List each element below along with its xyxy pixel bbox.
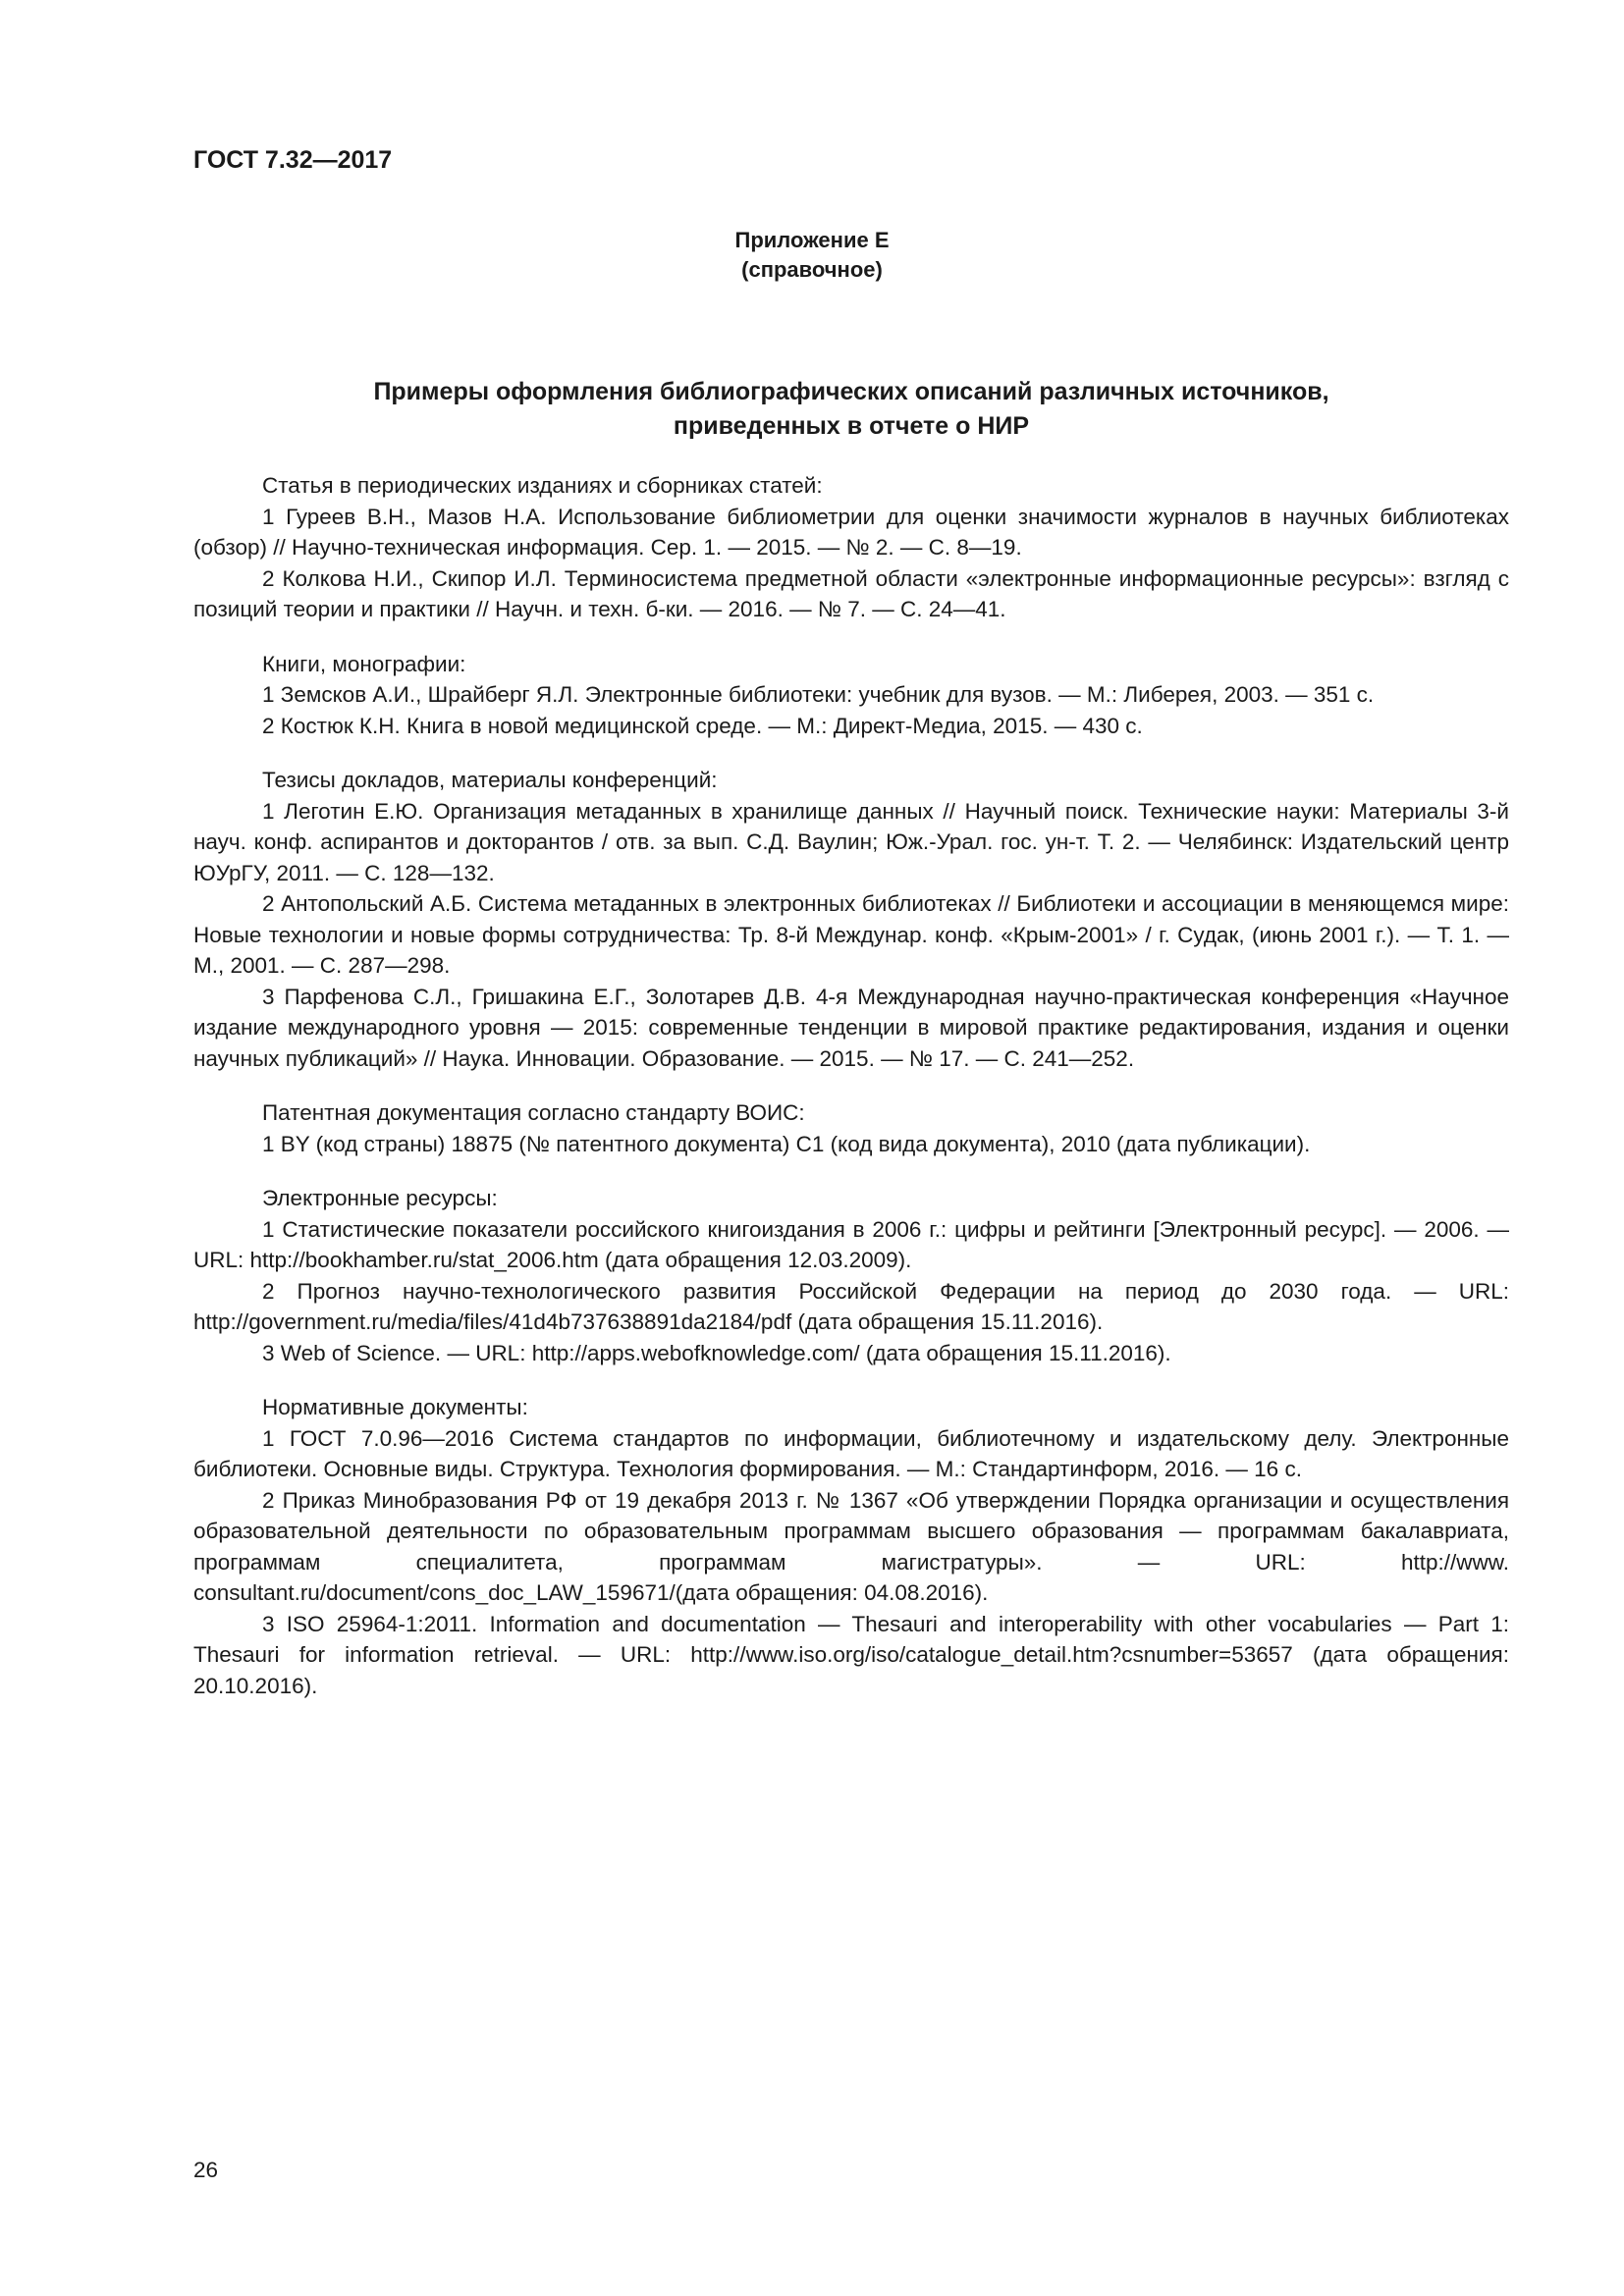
bibliography-entry: 2 Антопольский А.Б. Система метаданных в электронных библиотеках // Библиотеки и ассоциации в меняющемся мире: Новые технологии и новые формы сотрудничества: Тр. 8-й Междунар. конф. «Крым-2001» / г. Судак, (июнь 2001 г.). — Т. 1. — М., 2001. — С. 287—298. <box>193 891 1509 978</box>
section-heading: Нормативные документы: <box>262 1395 528 1419</box>
title-line-2: приведенных в отчете о НИР <box>673 412 1030 440</box>
section-books <box>193 649 1509 742</box>
section-periodicals <box>193 470 1509 625</box>
page-title <box>193 375 1509 444</box>
bibliography-entry: 2 Костюк К.Н. Книга в новой медицинской среде. — М.: Директ-Медиа, 2015. — 430 с. <box>262 713 1143 738</box>
bibliography-entry: 1 Статистические показатели российского книгоиздания в 2006 г.: цифры и рейтинги [Электронный ресурс]. — 2006. — URL: http://bookhamber.ru/stat_2006.htm (дата обращения 12.03.2009). <box>193 1216 1509 1272</box>
section-heading: Электронные ресурсы: <box>262 1186 498 1210</box>
document-code: ГОСТ 7.32—2017 <box>193 146 393 174</box>
appendix-type: (справочное) <box>741 257 883 282</box>
section-conferences <box>193 765 1509 1074</box>
appendix-heading <box>0 226 1624 285</box>
bibliography-entry: 2 Приказ Минобразования РФ от 19 декабря 2013 г. № 1367 «Об утверждении Порядка организации и осуществления образовательной деятельности по образовательным программам высшего образования — программам бакалавриата, программам специалитета, программам магистратуры». — URL: http://www. consultant.ru/document/cons_doc_LAW_159671/(дата обращения: 04.08.2016). <box>193 1487 1509 1605</box>
bibliography-entry: 1 Гуреев В.Н., Мазов Н.А. Использование библиометрии для оценки значимости журналов в научных библиотеках (обзор) // Научно-техническая информация. Сер. 1. — 2015. — № 2. — С. 8—19. <box>193 504 1509 560</box>
document-body <box>193 470 1509 1725</box>
section-normative-documents <box>193 1392 1509 1701</box>
section-patents <box>193 1097 1509 1159</box>
title-line-1: Примеры оформления библиографических описаний различных источников, <box>373 378 1329 405</box>
section-heading: Тезисы докладов, материалы конференций: <box>262 768 718 792</box>
section-heading: Книги, монографии: <box>262 651 466 676</box>
bibliography-entry: 1 Леготин Е.Ю. Организация метаданных в хранилище данных // Научный поиск. Технические науки: Материалы 3-й науч. конф. аспирантов и докторантов / отв. за вып. С.Д. Ваулин; Юж.-Урал. гос. ун-т. Т. 2. — Челябинск: Издательский центр ЮУрГУ, 2011. — С. 128—132. <box>193 798 1509 885</box>
page-number: 26 <box>193 2158 219 2182</box>
section-electronic-resources <box>193 1183 1509 1368</box>
bibliography-entry: 1 Земсков А.И., Шрайберг Я.Л. Электронные библиотеки: учебник для вузов. — М.: Либерея, 2003. — 351 с. <box>262 682 1375 707</box>
bibliography-entry: 3 Web of Science. — URL: http://apps.webofknowledge.com/ (дата обращения 15.11.2016). <box>262 1340 1171 1365</box>
bibliography-entry: 1 BY (код страны) 18875 (№ патентного документа) C1 (код вида документа), 2010 (дата публикации). <box>262 1131 1311 1156</box>
bibliography-entry: 2 Колкова Н.И., Скипор И.Л. Терминосистема предметной области «электронные информационные ресурсы»: взгляд с позиций теории и практики // Научн. и техн. б-ки. — 2016. — № 7. — С. 24—41. <box>193 565 1509 621</box>
bibliography-entry: 3 Парфенова С.Л., Гришакина Е.Г., Золотарев Д.В. 4-я Международная научно-практическая конференция «Научное издание международного уровня — 2015: современные тенденции в мировой практике редактирования, издания и оценки научных публикаций» // Наука. Инновации. Образование. — 2015. — № 17. — С. 241—252. <box>193 984 1509 1071</box>
bibliography-entry: 1 ГОСТ 7.0.96—2016 Система стандартов по информации, библиотечному и издательскому делу. Электронные библиотеки. Основные виды. Структура. Технология формирования. — М.: Стандартинформ, 2016. — 16 с. <box>193 1425 1509 1481</box>
bibliography-entry: 3 ISO 25964-1:2011. Information and documentation — Thesauri and interoperability with other vocabularies — Part 1: Thesauri for information retrieval. — URL: http://www.iso.org/iso/catalogue_detail.htm?csnumber=53657 (дата обращения: 20.10.2016). <box>193 1611 1509 1698</box>
section-heading: Статья в периодических изданиях и сборниках статей: <box>262 473 823 498</box>
section-heading: Патентная документация согласно стандарту ВОИС: <box>262 1100 805 1125</box>
appendix-label: Приложение Е <box>734 228 890 252</box>
bibliography-entry: 2 Прогноз научно-технологического развития Российской Федерации на период до 2030 года. — URL: http://government.ru/media/files/41d4b737638891da2184/pdf (дата обращения 15.11.2016). <box>193 1278 1509 1334</box>
